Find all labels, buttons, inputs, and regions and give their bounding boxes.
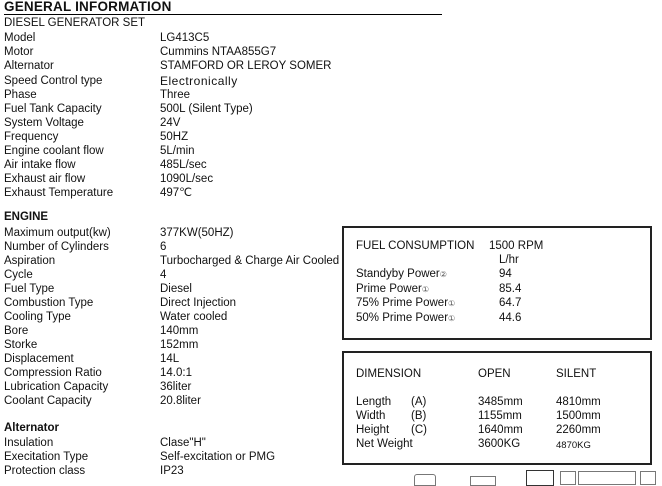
spec-label: Compression Ratio [4, 367, 102, 379]
drawing-fragment [640, 471, 656, 485]
dimension-silent-value: 2260mm [556, 424, 601, 436]
engine-row [4, 254, 344, 268]
spec-row-exhaust-temp [4, 186, 344, 200]
spec-value: 152mm [160, 339, 199, 351]
spec-label: Phase [4, 89, 37, 101]
spec-value: 6 [160, 241, 167, 253]
spec-label: System Voltage [4, 117, 84, 129]
drawing-fragment [578, 471, 636, 485]
spec-row-fuel-tank [4, 102, 344, 116]
title-underline [4, 14, 442, 15]
spec-value: Self-excitation or PMG [160, 451, 276, 463]
dimension-row-key: (C) [411, 424, 427, 436]
fuel-rpm-label: 1500 RPM [489, 240, 544, 252]
fuel-row-label [356, 268, 447, 281]
spec-label: Maximum output(kw) [4, 227, 111, 239]
spec-label: Speed Control type [4, 75, 103, 87]
spec-row-model [4, 31, 344, 45]
engine-row [4, 240, 344, 254]
spec-value: Diesel [160, 283, 192, 295]
spec-label: Alternator [4, 60, 54, 72]
engine-row [4, 380, 344, 394]
spec-label: Model [4, 32, 36, 44]
fuel-row-name: 50% Prime Power [356, 312, 449, 324]
engine-row [4, 338, 344, 352]
drawing-fragment [526, 470, 554, 486]
spec-row-air-intake [4, 158, 344, 172]
spec-row-coolant-flow [4, 144, 344, 158]
spec-value: LG413C5 [160, 32, 210, 44]
dimension-row-key: (A) [411, 396, 427, 408]
engine-row [4, 310, 344, 324]
fuel-row-name: Prime Power [356, 283, 422, 295]
spec-row-exhaust-flow [4, 172, 344, 186]
spec-value: 14L [160, 353, 180, 365]
fuel-consumption-box [342, 226, 652, 340]
product-subtitle: DIESEL GENERATOR SET [4, 17, 146, 29]
spec-label: Insulation [4, 437, 54, 449]
spec-label: Bore [4, 325, 29, 337]
dimension-col-open: OPEN [478, 368, 511, 380]
engine-row [4, 394, 344, 408]
spec-row-motor [4, 45, 344, 59]
dimension-row-label: Net Weight [356, 438, 413, 450]
footnote-mark: ② [439, 270, 447, 279]
engine-row [4, 282, 344, 296]
dimension-open-value: 1640mm [478, 424, 523, 436]
footnote-mark: ① [421, 285, 429, 294]
spec-value: 50HZ [160, 131, 189, 143]
spec-label: Motor [4, 46, 34, 58]
spec-value: 485L/sec [160, 159, 207, 171]
engine-row [4, 268, 344, 282]
spec-label: Aspiration [4, 255, 56, 267]
dimension-open-value: 3600KG [478, 438, 521, 450]
spec-label: Cycle [4, 269, 33, 281]
dimension-box [342, 351, 652, 465]
fuel-row-label [356, 283, 429, 296]
spec-value: 20.8liter [160, 395, 201, 407]
alternator-heading: Alternator [4, 422, 59, 434]
spec-label: Fuel Tank Capacity [4, 103, 102, 115]
fuel-consumption-heading: FUEL CONSUMPTION [356, 240, 475, 252]
spec-label: Fuel Type [4, 283, 55, 295]
spec-value: Water cooled [160, 311, 228, 323]
fuel-row-value: 85.4 [499, 283, 522, 295]
dimension-silent-value: 4870KG [556, 440, 591, 451]
spec-value: 500L (Silent Type) [160, 103, 253, 115]
spec-label: Protection class [4, 465, 86, 477]
spec-row-frequency [4, 130, 344, 144]
dimension-heading: DIMENSION [356, 368, 422, 380]
spec-label: Engine coolant flow [4, 145, 104, 157]
drawing-fragment [414, 474, 436, 486]
spec-value: 497℃ [160, 187, 193, 199]
spec-value: Direct Injection [160, 297, 237, 309]
spec-value: IP23 [160, 465, 184, 477]
spec-value: 140mm [160, 325, 199, 337]
spec-value: 24V [160, 117, 181, 129]
fuel-row-value: 94 [499, 268, 512, 280]
alternator-row [4, 464, 344, 478]
fuel-row-value: 44.6 [499, 312, 522, 324]
engine-row [4, 296, 344, 310]
spec-label: Displacement [4, 353, 74, 365]
spec-value: 4 [160, 269, 167, 281]
spec-label: Number of Cylinders [4, 241, 109, 253]
drawing-fragment [560, 471, 576, 485]
spec-value: 377KW(50HZ) [160, 227, 234, 239]
spec-value: Clase"H" [160, 437, 206, 449]
spec-value: Cummins NTAA855G7 [160, 46, 277, 58]
dimension-open-value: 3485mm [478, 396, 523, 408]
fuel-row-label [356, 297, 455, 310]
dimension-row-key: (B) [411, 410, 427, 422]
engine-row [4, 324, 344, 338]
spec-label: Combustion Type [4, 297, 94, 309]
spec-value: 36liter [160, 381, 192, 393]
alternator-row [4, 450, 344, 464]
spec-value: STAMFORD OR LEROY SOMER [160, 60, 332, 72]
footnote-mark: ① [448, 314, 456, 323]
spec-row-speed-control [4, 74, 344, 88]
spec-label: Exhaust air flow [4, 173, 86, 185]
spec-row-phase [4, 88, 344, 102]
spec-label: Lubrication Capacity [4, 381, 109, 393]
fuel-unit-label: L/hr [499, 254, 519, 266]
spec-label: Exhaust Temperature [4, 187, 114, 199]
dimension-silent-value: 1500mm [556, 410, 601, 422]
engine-row [4, 226, 344, 240]
alternator-row [4, 436, 344, 450]
fuel-row-label [356, 312, 455, 325]
spec-row-system-voltage [4, 116, 344, 130]
spec-value: Electronically [160, 74, 238, 88]
dimension-col-silent: SILENT [556, 368, 597, 380]
spec-value: Three [160, 89, 191, 101]
spec-label: Air intake flow [4, 159, 76, 171]
dimension-row-label: Height [356, 424, 390, 436]
engine-row [4, 366, 344, 380]
footnote-mark: ① [448, 299, 456, 308]
fuel-row-name: 75% Prime Power [356, 297, 449, 309]
spec-label: Coolant Capacity [4, 395, 92, 407]
spec-label: Cooling Type [4, 311, 71, 323]
spec-value: 1090L/sec [160, 173, 214, 185]
dimension-silent-value: 4810mm [556, 396, 601, 408]
dimension-row-label: Length [356, 396, 392, 408]
dimension-row-label: Width [356, 410, 386, 422]
spec-value: 5L/min [160, 145, 195, 157]
spec-label: Frequency [4, 131, 59, 143]
spec-value: Turbocharged & Charge Air Cooled [160, 255, 340, 267]
fuel-row-value: 64.7 [499, 297, 522, 309]
spec-label: Storke [4, 339, 38, 351]
fuel-row-name: Standyby Power [356, 268, 440, 280]
engine-row [4, 352, 344, 366]
engine-heading: ENGINE [4, 211, 49, 223]
spec-value: 14.0:1 [160, 367, 192, 379]
page-title: GENERAL INFORMATION [4, 0, 172, 14]
spec-label: Execitation Type [4, 451, 89, 463]
spec-row-alternator [4, 59, 344, 73]
drawing-fragment [470, 476, 496, 486]
dimension-open-value: 1155mm [478, 410, 522, 422]
